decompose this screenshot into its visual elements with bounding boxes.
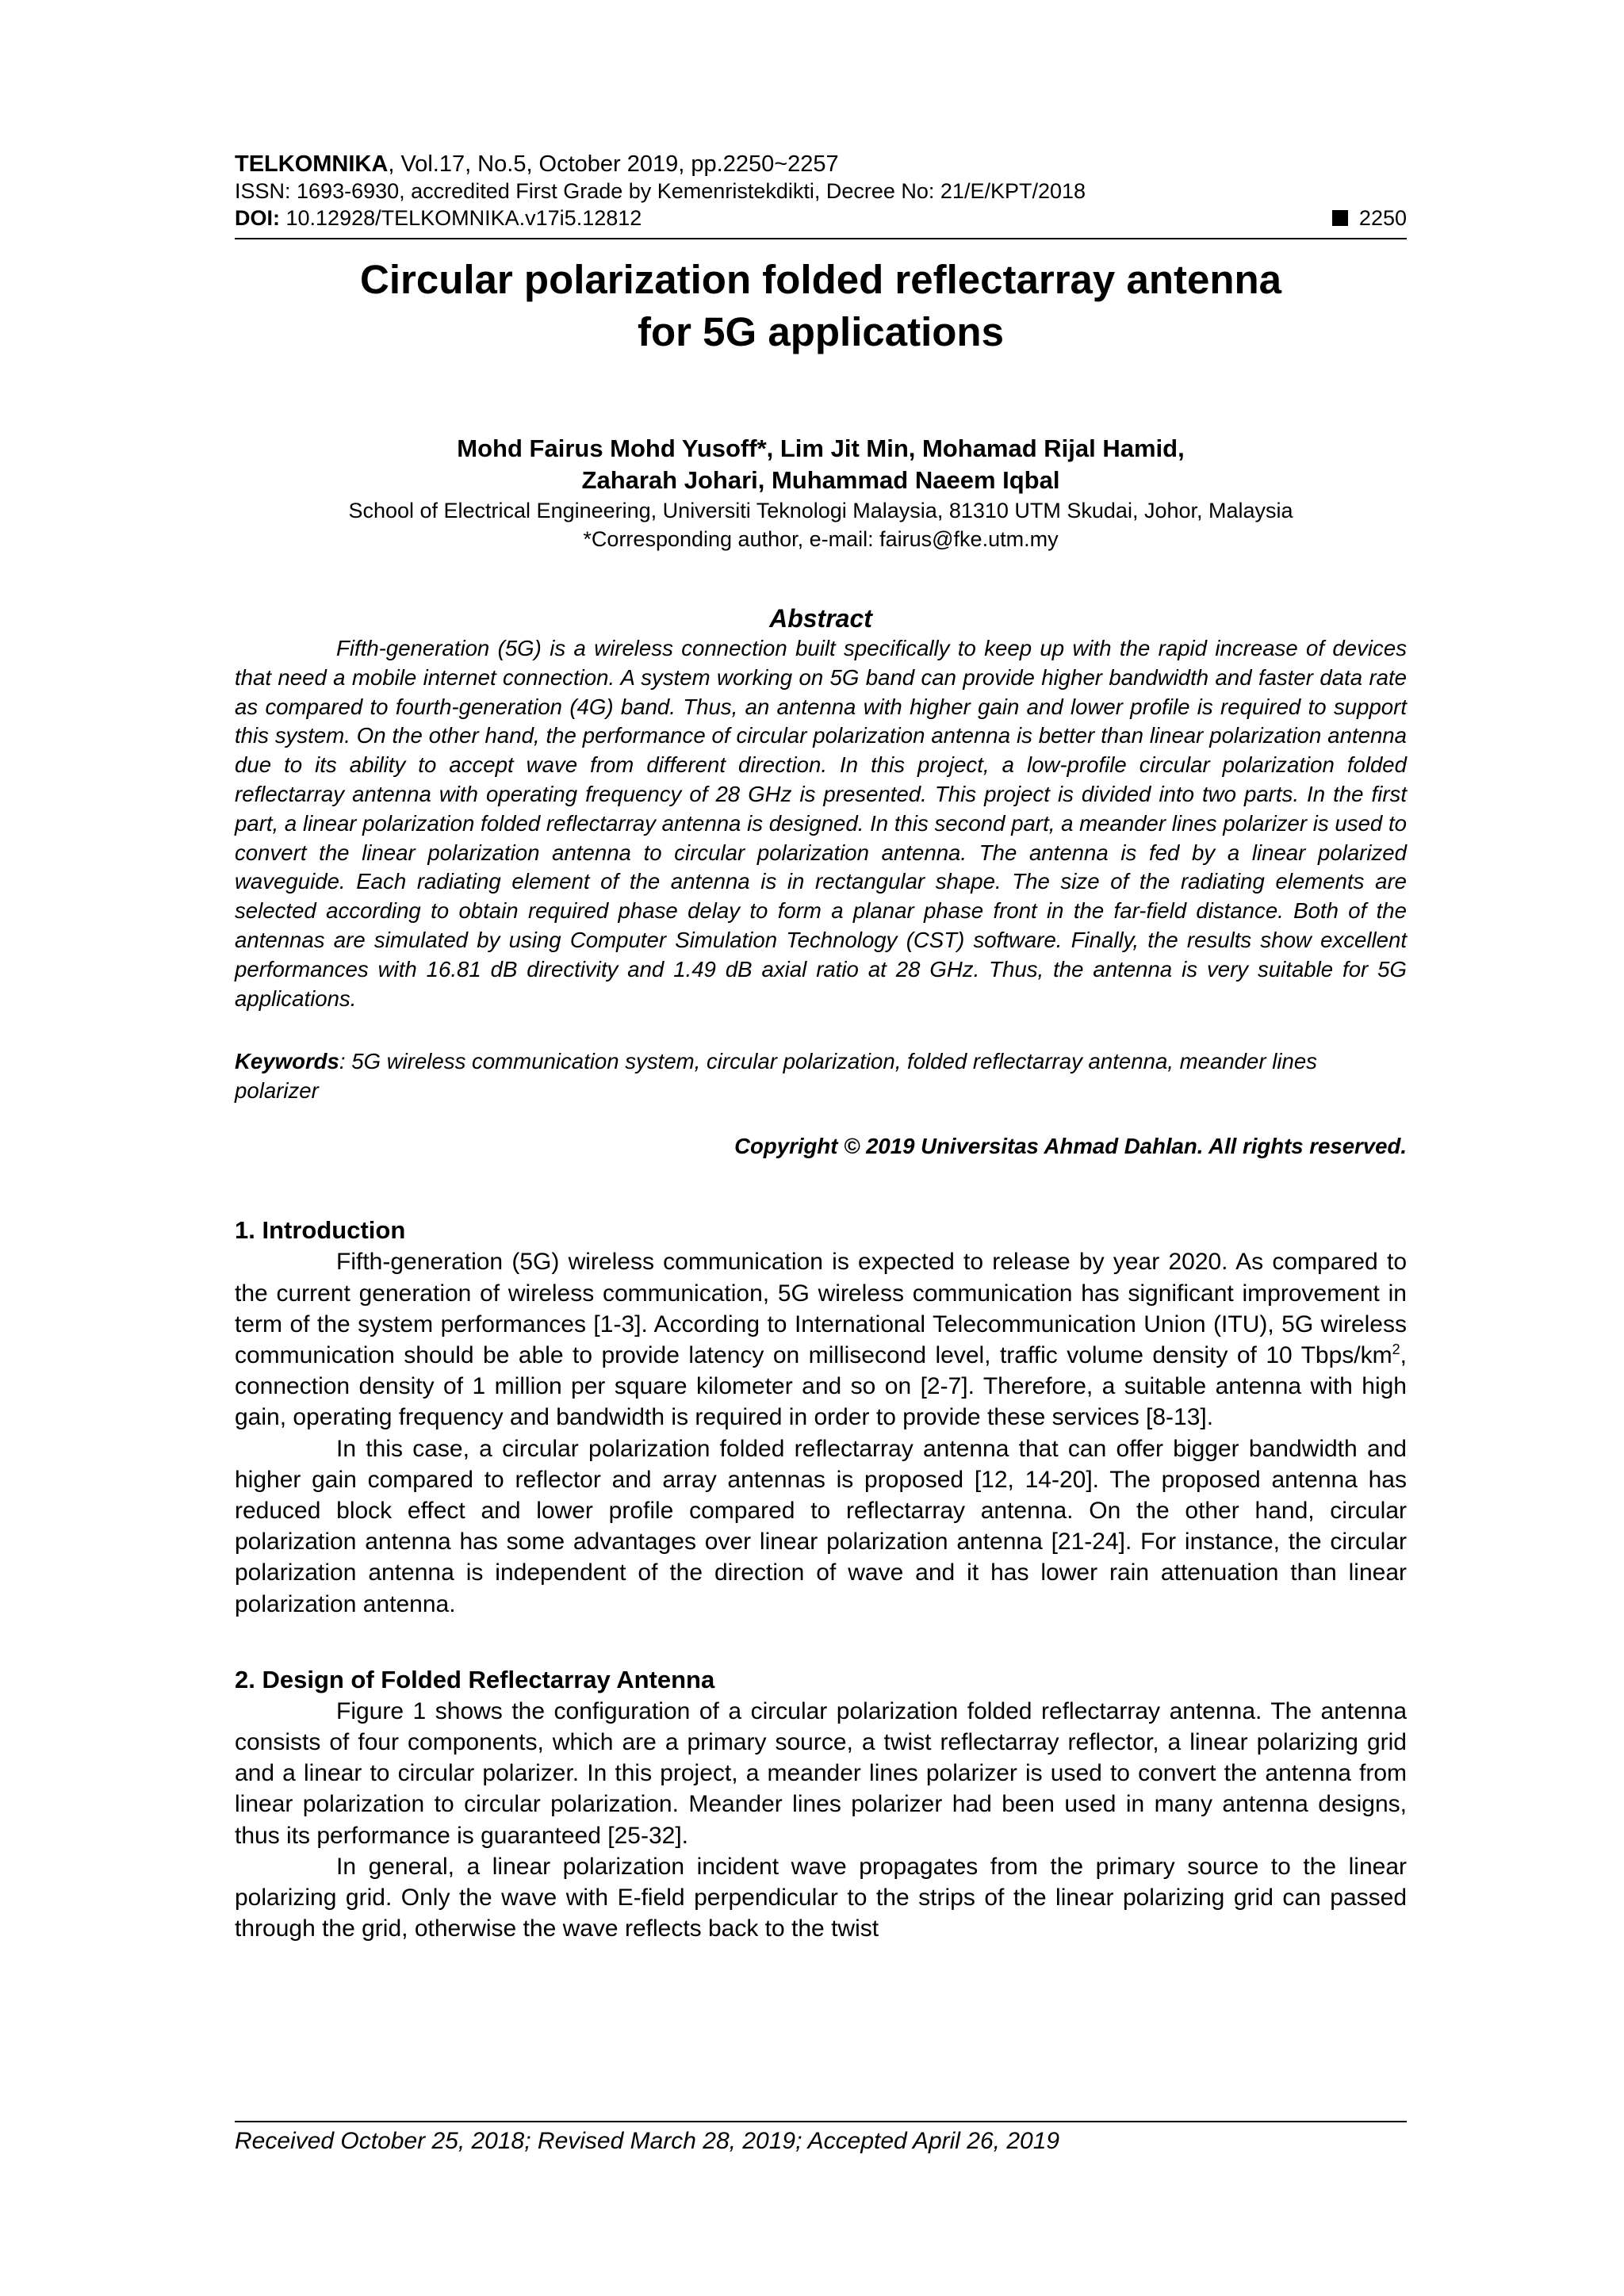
superscript: 2 — [1392, 1341, 1400, 1357]
page-number: 2250 — [1358, 206, 1407, 230]
keywords — [235, 1047, 1407, 1105]
abstract-text: Fifth-generation (5G) is a wireless connection built specifically to keep up with the rapid increase of devices that need a mobile internet connection. A system working on 5G band can provide higher bandwidth and faster data rate as compared to fourth-generation (4G) band. Thus, an antenna with higher gain and lower profile is required to support this system. On the other hand, the performance of circular polarization antenna is better than linear polarization antenna due to its ability to accept wave from different direction. In this project, a low-profile circular polarization folded reflectarray antenna with operating frequency of 28 GHz is presented. This project is divided into two parts. In the first part, a linear polarization folded reflectarray antenna is designed. In this second part, a meander lines polarizer is used to convert the linear polarization antenna to circular polarization antenna. The antenna is fed by a linear polarized waveguide. Each radiating element of the antenna is in rectangular shape. The size of the radiating elements are selected according to obtain required phase delay to form a planar phase front in the far-field distance. Both of the antennas are simulated by using Computer Simulation Technology (CST) software. Finally, the results show excellent performances with 16.81 dB directivity and 1.49 dB axial ratio at 28 GHz. Thus, the antenna is very suitable for 5G applications. — [235, 636, 1407, 1011]
header-rule — [235, 238, 1407, 239]
section-heading-introduction: 1. Introduction — [235, 1216, 406, 1245]
authors-line-1: Mohd Fairus Mohd Yusoff*, Lim Jit Min, Mohamad Rijal Hamid, — [457, 434, 1185, 462]
intro-paragraph-1 — [235, 1246, 1407, 1433]
keywords-label: Keywords — [235, 1049, 339, 1074]
section-heading-design: 2. Design of Folded Reflectarray Antenna — [235, 1665, 715, 1693]
design-paragraph-2: In general, a linear polarization incident wave propagates from the primary source to the linear polarizing grid. Only the wave with E-field perpendicular to the strips of the linear polarizing grid can passed through the grid, otherwise the wave reflects back to the twist — [235, 1853, 1407, 1942]
intro-p1-text-a: Fifth-generation (5G) wireless communication is expected to release by year 2020. As compared to the current generation of wireless communication, 5G wireless communication has significant improvement in term of the system performances [1-3]. According to International Telecommunication Union (ITU), 5G wireless communication should be able to provide latency on millisecond level, traffic volume density of 10 Tbps/km — [235, 1249, 1407, 1368]
paper-title — [235, 254, 1407, 358]
corresponding-author: *Corresponding author, e-mail: fairus@fke.utm.my — [583, 527, 1059, 551]
copyright-notice: Copyright © 2019 Universitas Ahmad Dahlan. All rights reserved. — [734, 1134, 1407, 1159]
received-dates-footer: Received October 25, 2018; Revised March 28, 2019; Accepted April 26, 2019 — [235, 2121, 1407, 2157]
affiliation: School of Electrical Engineering, Universiti Teknologi Malaysia, 81310 UTM Skudai, Johor, Malaysia — [348, 499, 1293, 522]
keywords-text: : 5G wireless communication system, circular polarization, folded reflectarray antenna, meander lines polarizer — [235, 1049, 1317, 1104]
accreditation: accredited First Grade by Kemenristekdikti, Decree No: 21/E/KPT/2018 — [411, 179, 1086, 203]
volume-info: , Vol.17, No.5, October 2019, pp.2250~2257 — [388, 151, 839, 177]
authors — [235, 433, 1407, 496]
abstract-heading: Abstract — [769, 604, 872, 633]
journal-name: TELKOMNIKA — [235, 151, 389, 177]
square-bullet-icon — [1332, 210, 1348, 226]
title-line-2: for 5G applications — [638, 309, 1004, 354]
paper-page — [235, 151, 1407, 1944]
doi-value: 10.12928/TELKOMNIKA.v17i5.12812 — [285, 206, 642, 230]
intro-paragraph-2: In this case, a circular polarization folded reflectarray antenna that can offer bigger bandwidth and higher gain compared to reflector and array antennas is proposed [12, 14-20]. The proposed antenna has reduced block effect and lower profile compared to reflectarray antenna. On the other hand, circular polarization antenna has some advantages over linear polarization antenna [21-24]. For instance, the circular polarization antenna is independent of the direction of wave and it has lower rain attenuation than linear polarization antenna. — [235, 1435, 1407, 1617]
design-paragraph-1: Figure 1 shows the configuration of a circular polarization folded reflectarray antenna. The antenna consists of four components, which are a primary source, a twist reflectarray reflector, a linear polarizing grid and a linear to circular polarizer. In this project, a meander lines polarizer is used to convert the antenna from linear polarization to circular polarization. Meander lines polarizer had been used in many antenna designs, thus its performance is guaranteed [25-32]. — [235, 1697, 1407, 1849]
issn: ISSN: 1693-6930, — [235, 179, 412, 203]
authors-line-2: Zaharah Johari, Muhammad Naeem Iqbal — [581, 466, 1060, 494]
page-number-group — [1332, 205, 1407, 232]
doi-label: DOI: — [235, 206, 286, 230]
intro-p1-text-b: , connection density of 1 million per square kilometer and so on [2-7]. Therefore, a suitable antenna with high gain, operating frequency and bandwidth is required in order to provide these services [8-13]. — [235, 1341, 1407, 1431]
title-line-1: Circular polarization folded reflectarray antenna — [360, 257, 1281, 302]
journal-header-line1 — [235, 151, 1407, 178]
journal-header-line3 — [235, 205, 1407, 232]
journal-header-line2 — [235, 178, 1407, 205]
